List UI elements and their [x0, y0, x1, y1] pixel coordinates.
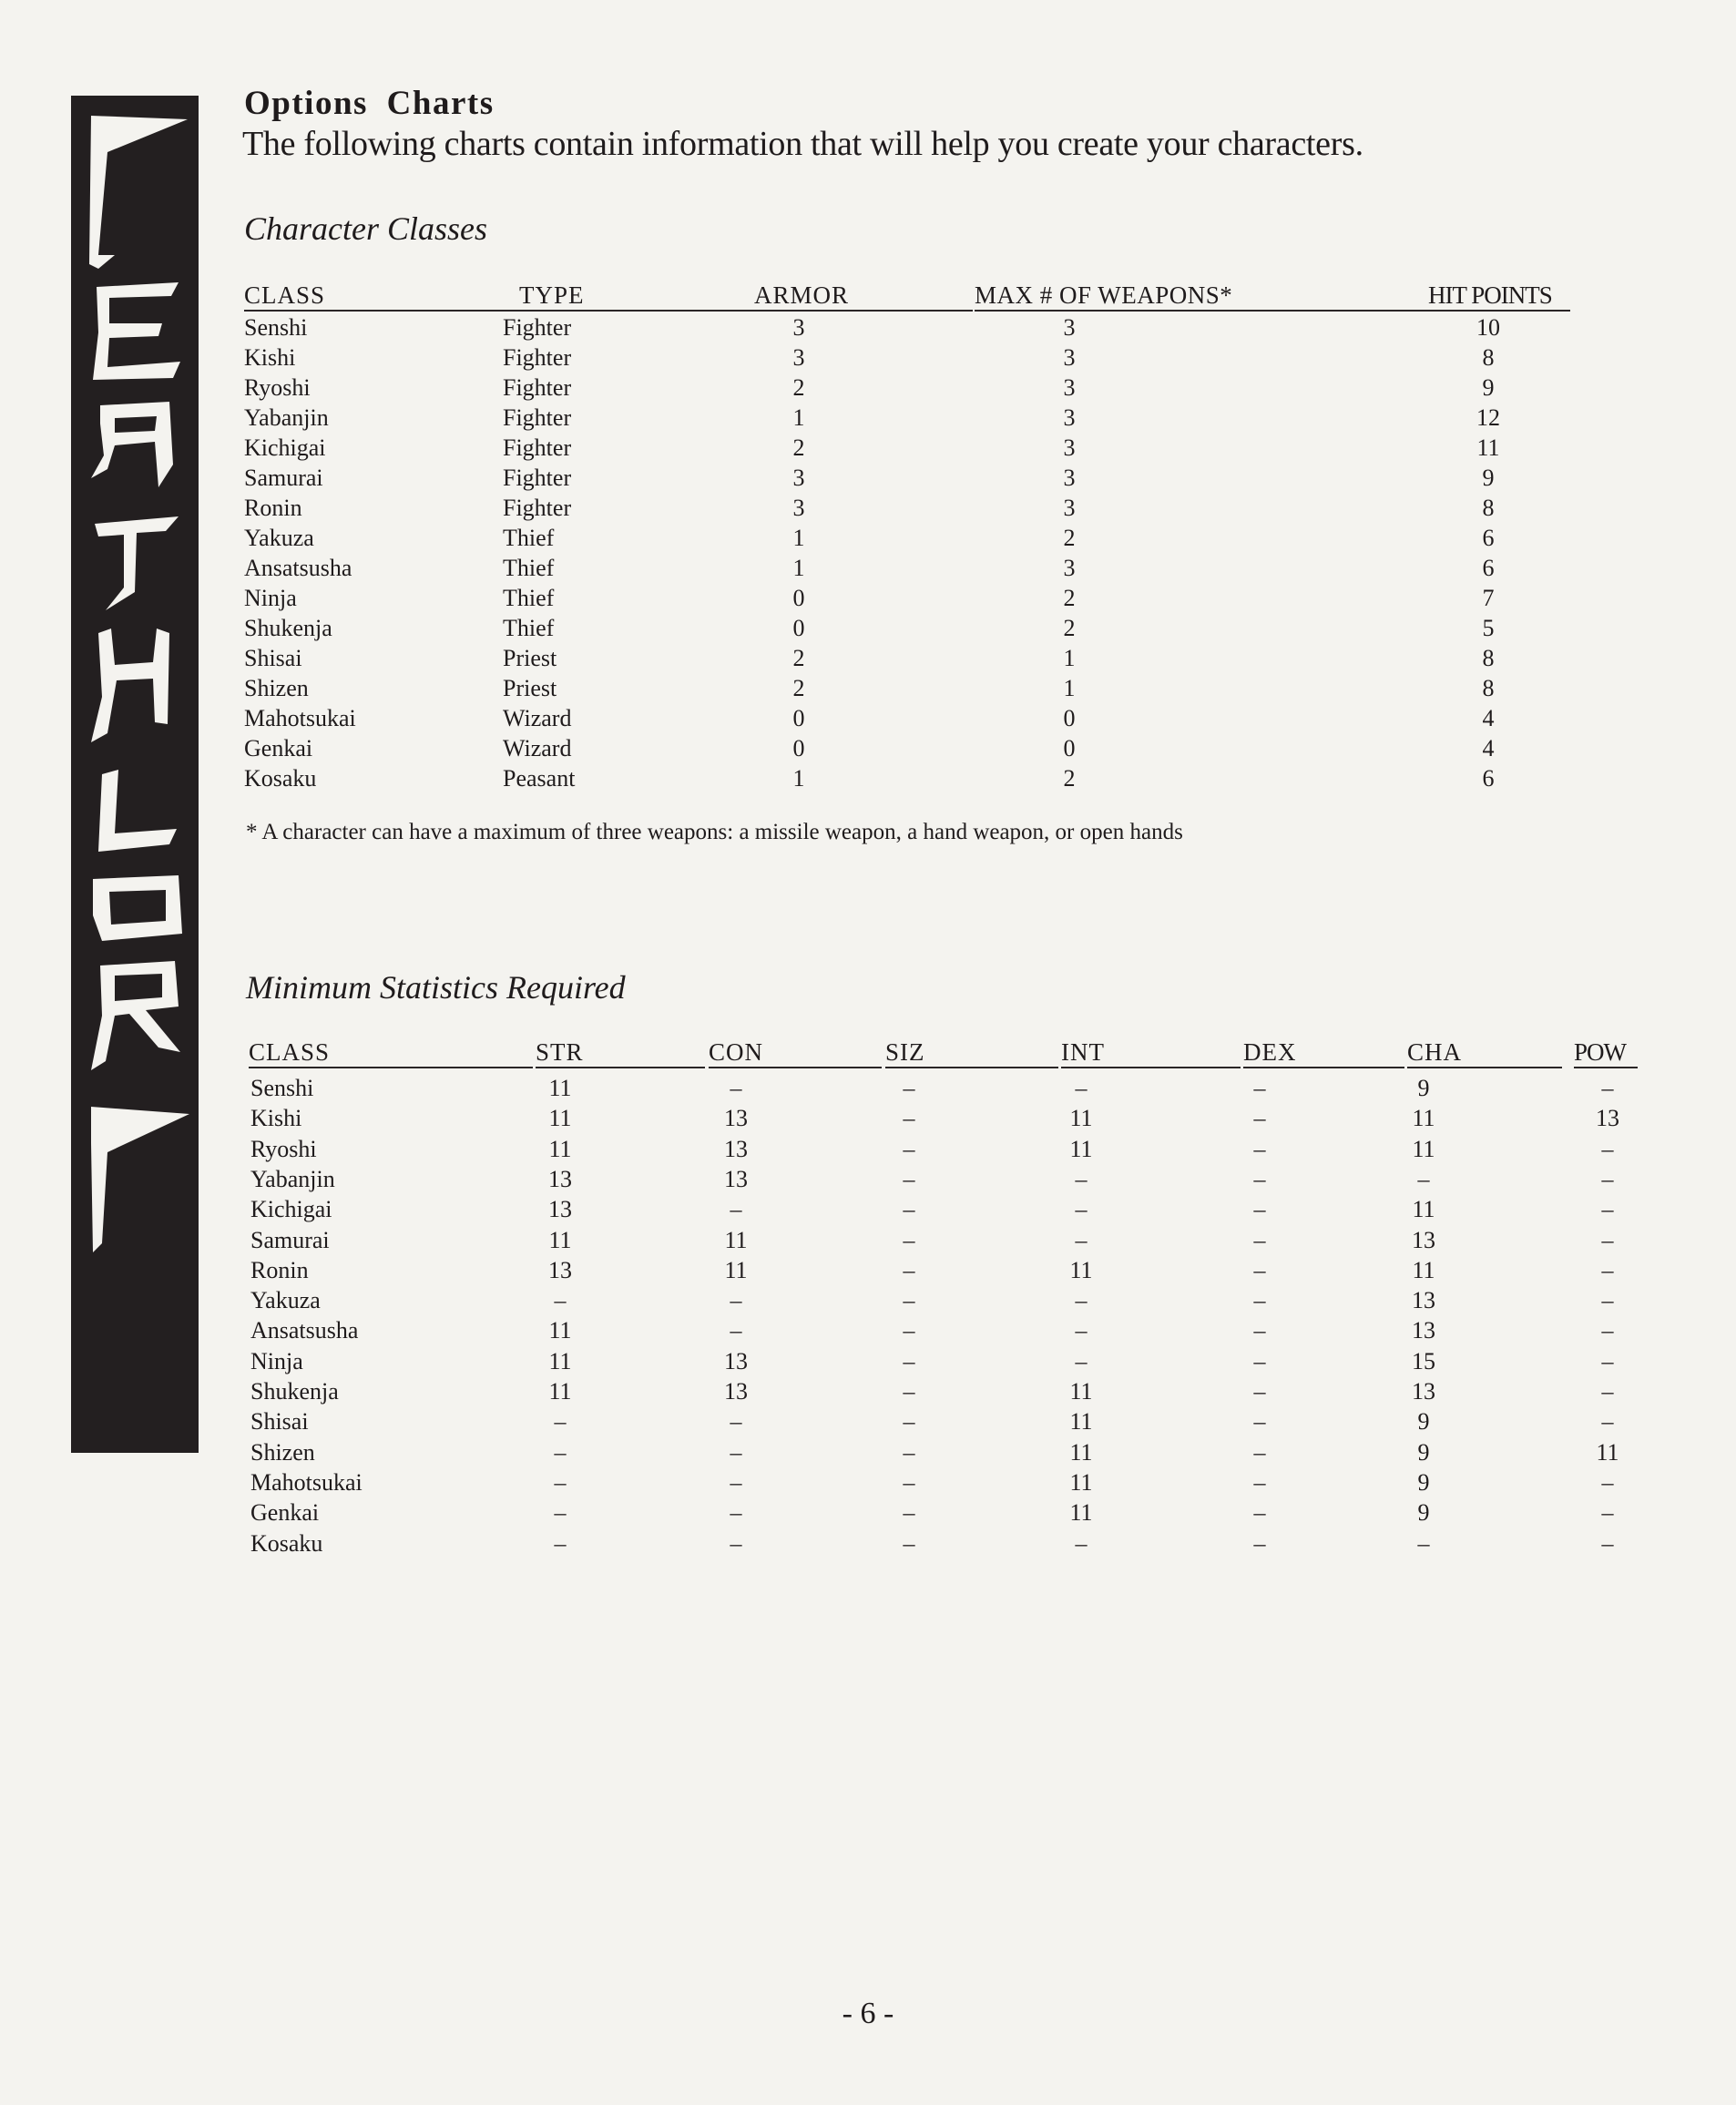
con-value: –: [730, 1438, 742, 1466]
class-name: Ninja: [244, 585, 297, 611]
armor-value: 3: [792, 344, 805, 371]
pow-value: –: [1601, 1075, 1614, 1101]
armor-value: 2: [792, 434, 805, 461]
con-value: –: [730, 1468, 742, 1496]
int-value: –: [1075, 1226, 1088, 1253]
pow-value: –: [1601, 1378, 1614, 1405]
con-value: 11: [724, 1256, 748, 1283]
column-header-dex: DEX: [1243, 1038, 1404, 1068]
hit-points-value: 11: [1476, 434, 1500, 461]
column-header-pow: POW: [1574, 1038, 1638, 1068]
class-name: Shukenja: [250, 1378, 339, 1405]
minimum-statistics-heading: Minimum Statistics Required: [246, 969, 626, 1006]
int-value: 11: [1069, 1135, 1093, 1162]
dex-value: –: [1253, 1196, 1266, 1223]
hit-points-value: 9: [1482, 374, 1495, 401]
pow-value: 13: [1596, 1105, 1619, 1132]
max-weapons-value: 2: [1063, 585, 1076, 611]
siz-value: –: [903, 1105, 915, 1132]
class-name: Ansatsusha: [250, 1317, 359, 1344]
pow-value: –: [1601, 1135, 1614, 1162]
max-weapons-value: 3: [1063, 344, 1076, 371]
armor-value: 3: [792, 465, 805, 491]
cha-value: 9: [1417, 1499, 1430, 1527]
max-weapons-value: 3: [1063, 314, 1076, 341]
int-value: –: [1075, 1287, 1088, 1314]
con-value: 13: [724, 1165, 748, 1192]
class-name: Samurai: [250, 1226, 330, 1253]
int-value: 11: [1069, 1408, 1093, 1436]
armor-value: 2: [792, 645, 805, 671]
int-value: –: [1075, 1165, 1088, 1192]
class-name: Yabanjin: [250, 1165, 335, 1192]
con-value: –: [730, 1499, 742, 1527]
class-type: Fighter: [503, 374, 572, 401]
class-type: Thief: [503, 525, 555, 551]
class-name: Kishi: [250, 1105, 302, 1132]
class-name: Shisai: [244, 645, 302, 671]
class-name: Senshi: [244, 314, 308, 341]
con-value: 13: [724, 1347, 748, 1374]
armor-value: 0: [792, 615, 805, 641]
hit-points-value: 6: [1482, 765, 1495, 792]
column-header-type: TYPE: [519, 281, 754, 312]
cha-value: 11: [1412, 1196, 1435, 1223]
dex-value: –: [1253, 1438, 1266, 1466]
siz-value: –: [903, 1499, 915, 1527]
class-name: Shizen: [250, 1438, 315, 1466]
pow-value: –: [1601, 1196, 1614, 1223]
class-type: Peasant: [503, 765, 576, 792]
max-weapons-value: 3: [1063, 434, 1076, 461]
str-value: 11: [548, 1226, 572, 1253]
class-name: Shukenja: [244, 615, 332, 641]
pow-value: –: [1601, 1226, 1614, 1253]
con-value: –: [730, 1317, 742, 1344]
str-value: –: [554, 1408, 567, 1436]
max-weapons-value: 2: [1063, 615, 1076, 641]
str-value: 13: [548, 1196, 572, 1223]
class-type: Wizard: [503, 705, 572, 731]
int-value: 11: [1069, 1438, 1093, 1466]
int-value: 11: [1069, 1105, 1093, 1132]
siz-value: –: [903, 1378, 915, 1405]
siz-value: –: [903, 1347, 915, 1374]
cha-value: 9: [1417, 1468, 1430, 1496]
dex-value: –: [1253, 1408, 1266, 1436]
class-name: Samurai: [244, 465, 323, 491]
class-name: Senshi: [250, 1075, 314, 1101]
class-name: Genkai: [244, 735, 313, 761]
class-name: Shisai: [250, 1408, 309, 1436]
dex-value: –: [1253, 1317, 1266, 1344]
cha-value: 13: [1412, 1317, 1435, 1344]
str-value: –: [554, 1499, 567, 1527]
column-header-armor: ARMOR: [754, 281, 973, 312]
max-weapons-value: 3: [1063, 374, 1076, 401]
class-name: Kosaku: [250, 1529, 323, 1557]
column-header-class: CLASS: [249, 1038, 533, 1068]
class-type: Fighter: [503, 434, 572, 461]
max-weapons-value: 0: [1063, 705, 1076, 731]
int-value: 11: [1069, 1468, 1093, 1496]
pow-value: 11: [1596, 1438, 1619, 1466]
str-value: –: [554, 1438, 567, 1466]
int-value: –: [1075, 1196, 1088, 1223]
class-type: Wizard: [503, 735, 572, 761]
int-value: –: [1075, 1317, 1088, 1344]
max-weapons-value: 1: [1063, 675, 1076, 701]
dex-value: –: [1253, 1256, 1266, 1283]
int-value: –: [1075, 1347, 1088, 1374]
hit-points-value: 4: [1482, 735, 1495, 761]
hit-points-value: 8: [1482, 645, 1495, 671]
hit-points-value: 12: [1476, 404, 1500, 431]
cha-value: 9: [1417, 1438, 1430, 1466]
siz-value: –: [903, 1075, 915, 1101]
class-name: Genkai: [250, 1499, 320, 1527]
pow-value: –: [1601, 1256, 1614, 1283]
str-value: 13: [548, 1165, 572, 1192]
class-type: Thief: [503, 615, 555, 641]
cha-value: –: [1417, 1529, 1430, 1557]
pow-value: –: [1601, 1499, 1614, 1527]
class-type: Fighter: [503, 465, 572, 491]
cha-value: 13: [1412, 1226, 1435, 1253]
hit-points-value: 8: [1482, 344, 1495, 371]
class-type: Priest: [503, 645, 557, 671]
class-name: Kosaku: [244, 765, 317, 792]
weapons-footnote: * A character can have a maximum of three weapons: a missile weapon, a hand weapon, or open hands: [246, 820, 1183, 844]
max-weapons-value: 3: [1063, 465, 1076, 491]
dex-value: –: [1253, 1105, 1266, 1132]
column-header-con: CON: [709, 1038, 882, 1068]
deathlord-logo-graphic: [71, 96, 199, 1453]
cha-value: 13: [1412, 1378, 1435, 1405]
siz-value: –: [903, 1226, 915, 1253]
column-header-hit-points: HIT POINTS: [1428, 281, 1570, 312]
cha-value: 11: [1412, 1256, 1435, 1283]
hit-points-value: 8: [1482, 675, 1495, 701]
max-weapons-value: 1: [1063, 645, 1076, 671]
hit-points-value: 6: [1482, 525, 1495, 551]
max-weapons-value: 3: [1063, 404, 1076, 431]
pow-value: –: [1601, 1317, 1614, 1344]
cha-value: 9: [1417, 1408, 1430, 1436]
character-classes-heading: Character Classes: [244, 210, 488, 247]
dex-value: –: [1253, 1287, 1266, 1314]
max-weapons-value: 0: [1063, 735, 1076, 761]
pow-value: –: [1601, 1347, 1614, 1374]
max-weapons-value: 2: [1063, 765, 1076, 792]
str-value: –: [554, 1287, 567, 1314]
armor-value: 1: [792, 525, 805, 551]
pow-value: –: [1601, 1408, 1614, 1436]
class-type: Priest: [503, 675, 557, 701]
column-header-max-weapons: MAX # OF WEAPONS*: [975, 281, 1428, 312]
cha-value: 15: [1412, 1347, 1435, 1374]
hit-points-value: 6: [1482, 555, 1495, 581]
class-name: Kichigai: [250, 1196, 332, 1223]
class-name: Ninja: [250, 1347, 303, 1374]
hit-points-value: 9: [1482, 465, 1495, 491]
str-value: 11: [548, 1135, 572, 1162]
siz-value: –: [903, 1256, 915, 1283]
class-name: Shizen: [244, 675, 309, 701]
con-value: –: [730, 1287, 742, 1314]
class-name: Ryoshi: [244, 374, 311, 401]
class-name: Ansatsusha: [244, 555, 352, 581]
con-value: 13: [724, 1135, 748, 1162]
armor-value: 1: [792, 765, 805, 792]
class-type: Fighter: [503, 404, 572, 431]
con-value: –: [730, 1196, 742, 1223]
armor-value: 3: [792, 314, 805, 341]
dex-value: –: [1253, 1135, 1266, 1162]
cha-value: 9: [1417, 1075, 1430, 1101]
armor-value: 3: [792, 495, 805, 521]
dex-value: –: [1253, 1226, 1266, 1253]
column-header-siz: SIZ: [885, 1038, 1058, 1068]
con-value: 13: [724, 1378, 748, 1405]
int-value: 11: [1069, 1256, 1093, 1283]
hit-points-value: 5: [1482, 615, 1495, 641]
armor-value: 1: [792, 404, 805, 431]
siz-value: –: [903, 1165, 915, 1192]
armor-value: 0: [792, 585, 805, 611]
class-name: Yakuza: [250, 1287, 321, 1314]
hit-points-value: 4: [1482, 705, 1495, 731]
siz-value: –: [903, 1287, 915, 1314]
siz-value: –: [903, 1438, 915, 1466]
pow-value: –: [1601, 1468, 1614, 1496]
int-value: 11: [1069, 1378, 1093, 1405]
dex-value: –: [1253, 1075, 1266, 1101]
dex-value: –: [1253, 1468, 1266, 1496]
class-type: Fighter: [503, 314, 572, 341]
pow-value: –: [1601, 1287, 1614, 1314]
page-title: Options Charts: [244, 85, 495, 122]
column-header-cha: CHA: [1407, 1038, 1562, 1068]
cha-value: 11: [1412, 1135, 1435, 1162]
con-value: 13: [724, 1105, 748, 1132]
dex-value: –: [1253, 1165, 1266, 1192]
siz-value: –: [903, 1529, 915, 1557]
class-name: Kichigai: [244, 434, 326, 461]
column-header-class: CLASS: [244, 281, 519, 312]
int-value: –: [1075, 1529, 1088, 1557]
max-weapons-value: 3: [1063, 495, 1076, 521]
class-name: Yakuza: [244, 525, 314, 551]
str-value: 11: [548, 1075, 572, 1101]
con-value: –: [730, 1529, 742, 1557]
max-weapons-value: 3: [1063, 555, 1076, 581]
str-value: 11: [548, 1105, 572, 1132]
class-name: Mahotsukai: [244, 705, 356, 731]
str-value: 11: [548, 1317, 572, 1344]
str-value: 13: [548, 1256, 572, 1283]
str-value: –: [554, 1468, 567, 1496]
page-subtitle: The following charts contain information that will help you create your characters.: [242, 125, 1363, 163]
cha-value: –: [1417, 1165, 1430, 1192]
armor-value: 2: [792, 374, 805, 401]
armor-value: 0: [792, 705, 805, 731]
siz-value: –: [903, 1408, 915, 1436]
con-value: –: [730, 1075, 742, 1101]
str-value: –: [554, 1529, 567, 1557]
siz-value: –: [903, 1317, 915, 1344]
hit-points-value: 10: [1476, 314, 1500, 341]
pow-value: –: [1601, 1165, 1614, 1192]
class-name: Ronin: [250, 1256, 309, 1283]
int-value: –: [1075, 1075, 1088, 1101]
class-type: Thief: [503, 585, 555, 611]
class-name: Ronin: [244, 495, 302, 521]
class-name: Mahotsukai: [250, 1468, 363, 1496]
siz-value: –: [903, 1196, 915, 1223]
class-name: Kishi: [244, 344, 296, 371]
dex-value: –: [1253, 1347, 1266, 1374]
con-value: –: [730, 1408, 742, 1436]
max-weapons-value: 2: [1063, 525, 1076, 551]
siz-value: –: [903, 1468, 915, 1496]
class-type: Thief: [503, 555, 555, 581]
con-value: 11: [724, 1226, 748, 1253]
str-value: 11: [548, 1347, 572, 1374]
armor-value: 2: [792, 675, 805, 701]
column-header-int: INT: [1061, 1038, 1241, 1068]
deathlord-logo: [71, 96, 199, 1453]
hit-points-value: 8: [1482, 495, 1495, 521]
armor-value: 0: [792, 735, 805, 761]
class-type: Fighter: [503, 344, 572, 371]
column-header-str: STR: [536, 1038, 705, 1068]
armor-value: 1: [792, 555, 805, 581]
int-value: 11: [1069, 1499, 1093, 1527]
str-value: 11: [548, 1378, 572, 1405]
class-name: Yabanjin: [244, 404, 329, 431]
page-number: - 6 -: [842, 1997, 894, 2030]
dex-value: –: [1253, 1499, 1266, 1527]
class-name: Ryoshi: [250, 1135, 317, 1162]
dex-value: –: [1253, 1378, 1266, 1405]
class-type: Fighter: [503, 495, 572, 521]
cha-value: 13: [1412, 1287, 1435, 1314]
dex-value: –: [1253, 1529, 1266, 1557]
pow-value: –: [1601, 1529, 1614, 1557]
siz-value: –: [903, 1135, 915, 1162]
cha-value: 11: [1412, 1105, 1435, 1132]
hit-points-value: 7: [1482, 585, 1495, 611]
